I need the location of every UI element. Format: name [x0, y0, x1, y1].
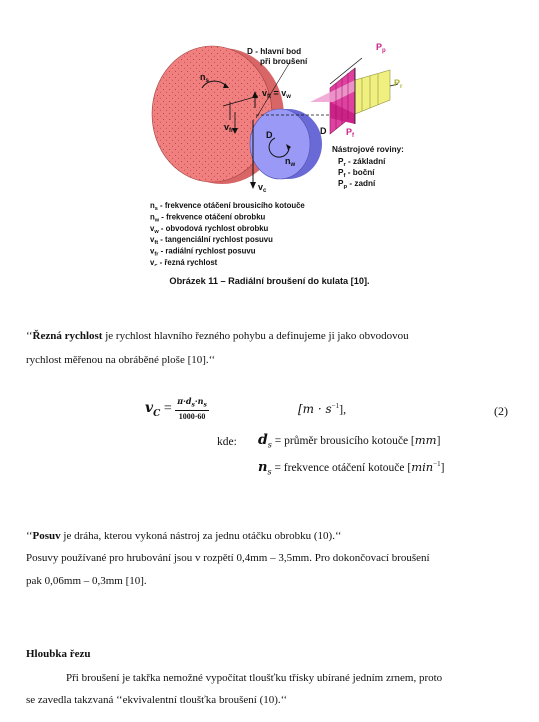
plane-f: [355, 70, 390, 114]
paragraph-line: ‘‘Řezná rychlost je rychlost hlavního řezného pohybu a definujeme ji jako obvodovou: [26, 330, 409, 342]
workpiece: [250, 109, 310, 179]
paragraph-line: pak 0,06mm – 0,3mm [10].: [26, 575, 147, 587]
figure-legend: [150, 201, 305, 266]
legend-entry: $n_s$ - frekvence otáčení brousicího kotouče: [150, 201, 305, 212]
definition-ds: $d_s$ = průměr brousicího kotouče [mm]: [258, 432, 441, 450]
label-vc: $v_c$: [258, 182, 267, 194]
formula-where: kde:: [217, 436, 237, 448]
paragraph-line: rychlost měřenou na obráběné ploše [10].‘‘: [26, 354, 216, 366]
legend-entry: $n_w$ - frekvence otáčení obrobku: [150, 212, 266, 224]
definition-ns: $n_s$ = frekvence otáčení kotouče $[\min^{-1}]$: [258, 460, 445, 477]
paragraph-line: se zavedla takzvaná ‘‘ekvivalentní tloušťka broušení (10).‘‘: [26, 694, 288, 706]
label-pf: $P_f$: [346, 127, 355, 139]
label-d-right: D: [320, 126, 327, 136]
label-nw: $n_w$: [285, 156, 296, 168]
figure-caption: Obrázek 11 – Radiální broušení do kulata [10].: [169, 276, 370, 286]
formula-fraction: $\frac{\pi\cdot d_s\cdot n_s}{1000\cdot 60}$: [177, 396, 207, 421]
formula-cutting-speed: $v_C$ = $\frac{\pi\cdot d_s\cdot n_s}{1000\cdot 60}$: [145, 396, 207, 421]
formula-units: $[m \cdot s^{-1}]$,: [298, 402, 347, 416]
grinding-diagram: [150, 40, 420, 266]
paragraph-feed: [26, 526, 531, 591]
legend-entry: $v_c$ - řezná rychlost: [150, 258, 218, 266]
paragraph-line: Při broušení je takřka nemožné vypočítat tloušťku třísky ubírané jedním zrnem, proto: [66, 672, 443, 684]
label-pr: $P_r$: [394, 78, 403, 90]
label-vft-vw: $v_{ft} = v_w$: [262, 88, 291, 100]
planes-title: Nástrojové roviny:: [332, 145, 404, 154]
label-ns: $n_s$: [200, 72, 209, 84]
paragraph-cutting-speed: [26, 326, 526, 370]
paragraph-line: ‘‘Posuv je dráha, kterou vykoná nástroj za jednu otáčku obrobku (10).‘‘: [26, 530, 342, 542]
plane-entry: $P_p$ - zadní: [338, 179, 376, 190]
section-heading: Hloubka řezu: [26, 648, 91, 660]
term-cutting-speed: Řezná rychlost: [32, 330, 103, 342]
legend-entry: $v_{ft}$ - tangenciální rychlost posuvu: [150, 235, 273, 247]
label-d-point: D: [266, 130, 273, 140]
paragraph-line: Posuvy používané pro hrubování jsou v rozpětí 0,4mm – 3,5mm. Pro dokončovací broušení: [26, 552, 430, 564]
term-feed: Posuv: [32, 530, 61, 542]
grinding-figure: [150, 40, 420, 266]
plane-entry: $P_f$ - boční: [338, 168, 375, 179]
legend-entry: $v_{fr}$ - radiální rychlost posuvu: [150, 246, 256, 258]
plane-entry: $P_r$ - základní: [338, 157, 386, 168]
legend-entry: $v_w$ - obvodová rychlost obrobku: [150, 223, 269, 235]
label-d-sub: při broušení: [260, 57, 308, 66]
section-paragraph: [26, 668, 531, 710]
label-pp: $P_p$: [376, 42, 386, 54]
label-vfr: $v_{fr}$: [224, 122, 234, 134]
planes-list: [338, 157, 386, 190]
formula-number: (2): [494, 404, 508, 418]
label-d-title: D - hlavní bod: [247, 47, 302, 56]
